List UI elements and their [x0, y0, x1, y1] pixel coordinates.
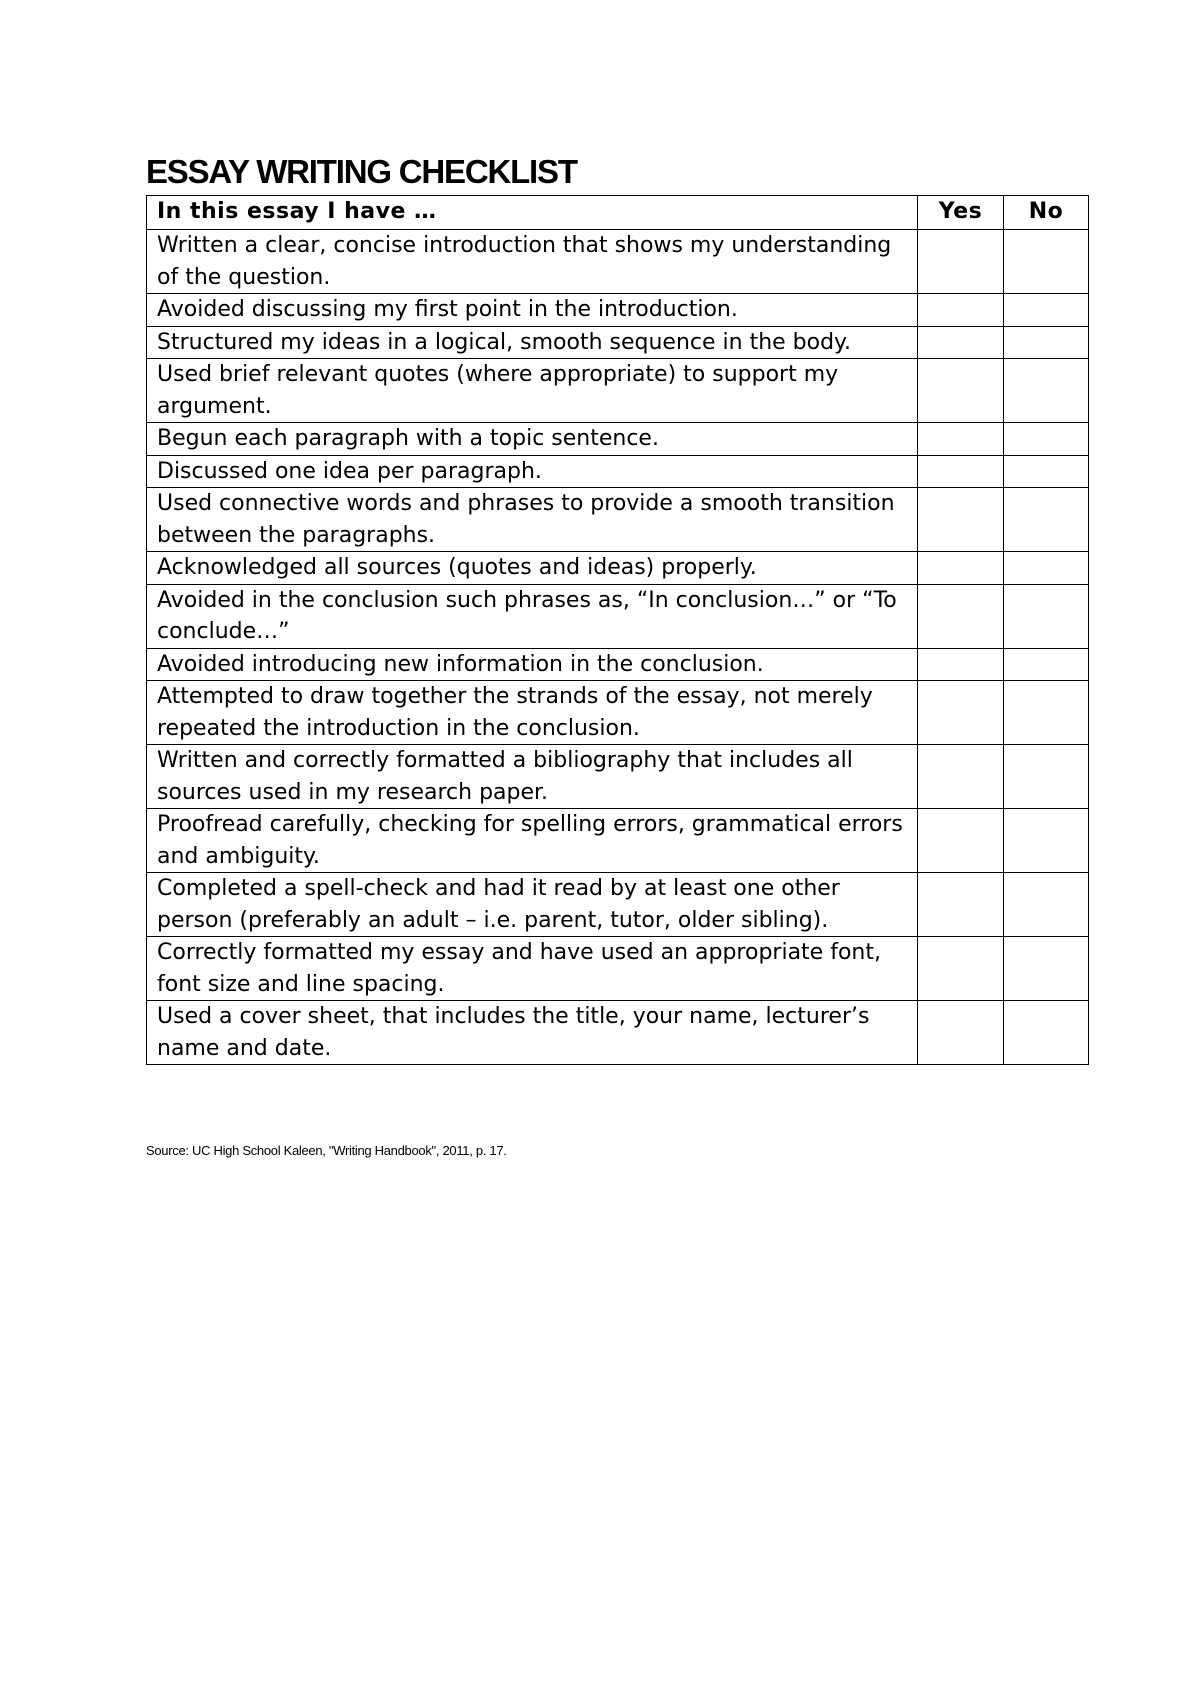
- table-row: [147, 359, 1089, 423]
- checklist-item: Avoided in the conclusion such phrases as, “In conclusion…” or “To conclude…”: [147, 584, 918, 648]
- no-cell: [1004, 681, 1089, 745]
- table-row: [147, 809, 1089, 873]
- header-no: No: [1004, 196, 1089, 230]
- table-header-row: [147, 196, 1089, 230]
- checklist-item: Correctly formatted my essay and have used an appropriate font, font size and line spacing.: [147, 937, 918, 1001]
- document-title: ESSAY WRITING CHECKLIST: [146, 153, 577, 190]
- table-row: [147, 552, 1089, 585]
- no-cell: [1004, 745, 1089, 809]
- table-row: [147, 937, 1089, 1001]
- no-cell: [1004, 937, 1089, 1001]
- checklist-item: Avoided discussing my first point in the introduction.: [147, 294, 918, 327]
- no-cell: [1004, 488, 1089, 552]
- no-cell: [1004, 326, 1089, 359]
- no-cell: [1004, 423, 1089, 456]
- table-row: [147, 230, 1089, 294]
- no-cell: [1004, 455, 1089, 488]
- yes-cell: [918, 584, 1004, 648]
- checklist-item: Written and correctly formatted a bibliography that includes all sources used in my research paper.: [147, 745, 918, 809]
- checklist-table: [146, 195, 1089, 1065]
- yes-cell: [918, 809, 1004, 873]
- table-row: [147, 326, 1089, 359]
- checklist-item: Completed a spell-check and had it read by at least one other person (preferably an adult – i.e. parent, tutor, older sibling).: [147, 873, 918, 937]
- source-citation: Source: UC High School Kaleen, "Writing Handbook", 2011, p. 17.: [146, 1143, 507, 1158]
- yes-cell: [918, 937, 1004, 1001]
- no-cell: [1004, 359, 1089, 423]
- checklist-item: Acknowledged all sources (quotes and ideas) properly.: [147, 552, 918, 585]
- table-row: [147, 294, 1089, 327]
- checklist-item: Used brief relevant quotes (where appropriate) to support my argument.: [147, 359, 918, 423]
- yes-cell: [918, 488, 1004, 552]
- checklist-item: Avoided introducing new information in the conclusion.: [147, 648, 918, 681]
- yes-cell: [918, 326, 1004, 359]
- table-row: [147, 423, 1089, 456]
- checklist-item: Structured my ideas in a logical, smooth sequence in the body.: [147, 326, 918, 359]
- checklist-item: Proofread carefully, checking for spelling errors, grammatical errors and ambiguity.: [147, 809, 918, 873]
- header-yes: Yes: [918, 196, 1004, 230]
- checklist-item: Written a clear, concise introduction that shows my understanding of the question.: [147, 230, 918, 294]
- no-cell: [1004, 1001, 1089, 1065]
- no-cell: [1004, 230, 1089, 294]
- yes-cell: [918, 681, 1004, 745]
- table-row: [147, 455, 1089, 488]
- yes-cell: [918, 230, 1004, 294]
- yes-cell: [918, 648, 1004, 681]
- no-cell: [1004, 584, 1089, 648]
- yes-cell: [918, 423, 1004, 456]
- table-row: [147, 648, 1089, 681]
- table-row: [147, 873, 1089, 937]
- table-row: [147, 584, 1089, 648]
- yes-cell: [918, 552, 1004, 585]
- table-row: [147, 1001, 1089, 1065]
- yes-cell: [918, 745, 1004, 809]
- no-cell: [1004, 648, 1089, 681]
- yes-cell: [918, 294, 1004, 327]
- no-cell: [1004, 873, 1089, 937]
- no-cell: [1004, 809, 1089, 873]
- no-cell: [1004, 294, 1089, 327]
- header-item: In this essay I have …: [147, 196, 918, 230]
- yes-cell: [918, 359, 1004, 423]
- table-row: [147, 681, 1089, 745]
- yes-cell: [918, 455, 1004, 488]
- no-cell: [1004, 552, 1089, 585]
- yes-cell: [918, 1001, 1004, 1065]
- checklist-item: Used connective words and phrases to provide a smooth transition between the paragraphs.: [147, 488, 918, 552]
- yes-cell: [918, 873, 1004, 937]
- checklist-item: Begun each paragraph with a topic sentence.: [147, 423, 918, 456]
- checklist-item: Used a cover sheet, that includes the title, your name, lecturer’s name and date.: [147, 1001, 918, 1065]
- table-row: [147, 745, 1089, 809]
- table-row: [147, 488, 1089, 552]
- checklist-item: Discussed one idea per paragraph.: [147, 455, 918, 488]
- checklist-item: Attempted to draw together the strands of the essay, not merely repeated the introduction in the conclusion.: [147, 681, 918, 745]
